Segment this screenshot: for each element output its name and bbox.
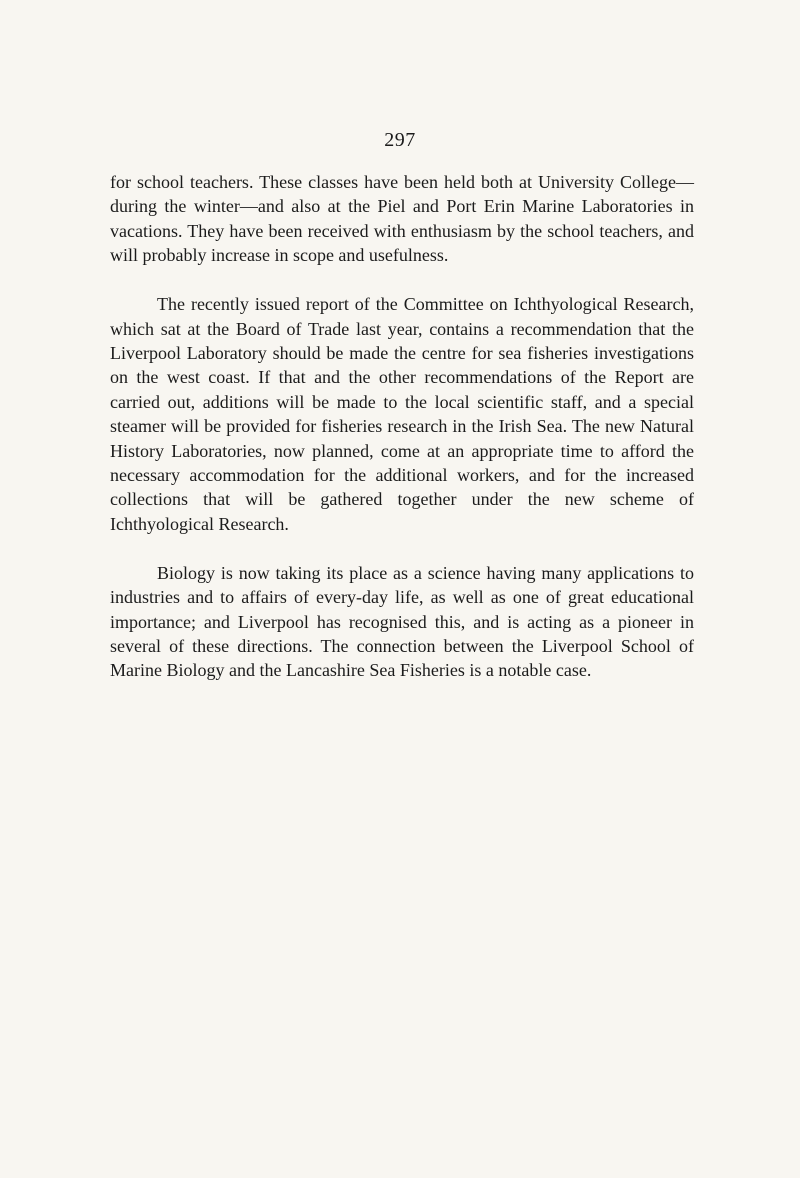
page-number: 297 [384, 129, 416, 151]
paragraph-continuation: for school teachers. These classes have been held both at University College—during the winter—and also at the Piel and Port Erin Marine Laboratories in vacations. They have been received with enthusiasm by the school teachers, and will probably increase in scope and usefulness. [110, 172, 694, 266]
body-text [110, 170, 694, 683]
paragraph-biology-applications: Biology is now taking its place as a science having many applications to industries and to affairs of every-day life, as well as one of great educational importance; and Liverpool has recognised this, and is acting as a pioneer in several of these directions. The connection between the Liverpool School of Marine Biology and the Lancashire Sea Fisheries is a notable case. [110, 562, 694, 681]
paragraph-ichthyological-report: The recently issued report of the Committee on Ichthyological Research, which sat at the Board of Trade last year, contains a recommendation that the Liverpool Laboratory should be made the centre for sea fisheries investigations on the west coast. If that and the other recommendations of the Report are carried out, additions will be made to the local scientific staff, and a special steamer will be provided for fisheries research in the Irish Sea. The new Natural History Laboratories, now planned, come at an appropriate time to afford the necessary accommodation for the additional workers, and for the increased collections that will be gathered together under the new scheme of Ichthyological Research. [110, 294, 694, 534]
